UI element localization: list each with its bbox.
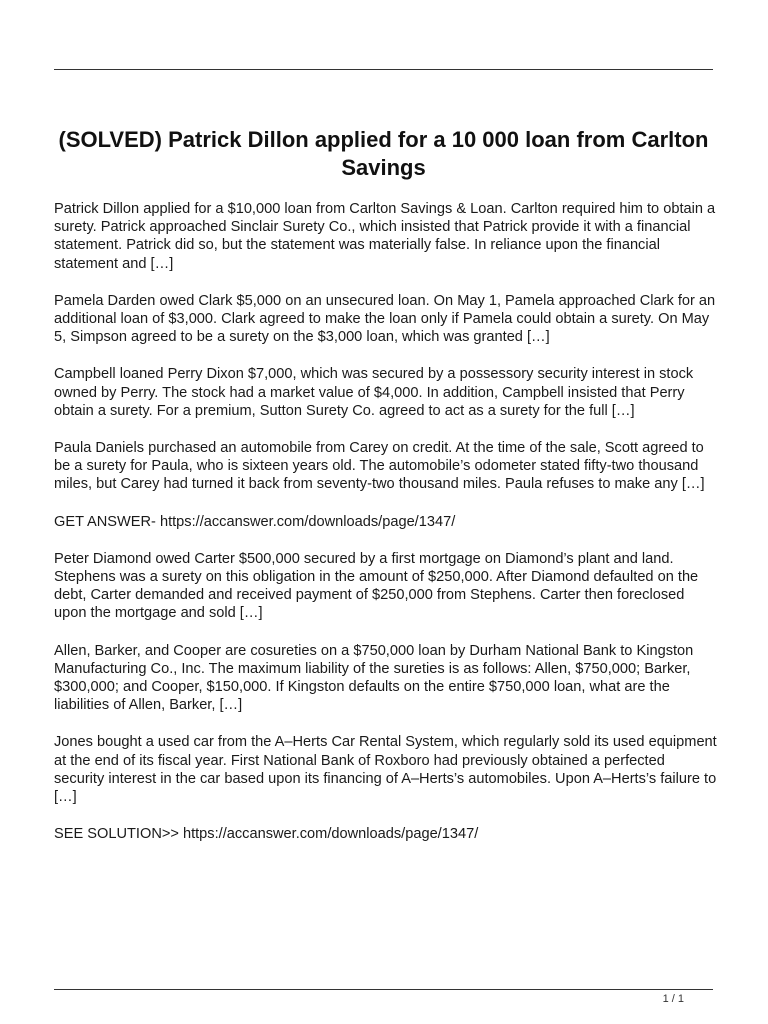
document-title: (SOLVED) Patrick Dillon applied for a 10 000 loan from Carlton Savings [58, 127, 709, 180]
paragraph-pamela-darden: Pamela Darden owed Clark $5,000 on an unsecured loan. On May 1, Pamela approached Clark for an additional loan of $3,000. Clark agreed to make the loan only if Pamela could obtain a surety. On May 5, Simpson agreed to be a surety on the $3,000 loan, which was granted […] [54, 292, 716, 346]
top-divider [54, 69, 713, 70]
paragraph-paula-daniels: Paula Daniels purchased an automobile from Carey on credit. At the time of the sale, Scott agreed to be a surety for Paula, who is sixteen years old. The automobile’s odometer stated fifty-two thousand miles, but Carey had turned it back from seventy-two thousand miles. Paula refuses to make any […] [54, 440, 705, 493]
paragraph-campbell-perry: Campbell loaned Perry Dixon $7,000, which was secured by a possessory security interest in stock owned by Perry. The stock had a market value of $4,000. In addition, Campbell insisted that Perry obtain a surety. For a premium, Sutton Surety Co. agreed to act as a surety for the full […] [54, 366, 694, 419]
paragraph-peter-diamond: Peter Diamond owed Carter $500,000 secured by a first mortgage on Diamond’s plant and land. Stephens was a surety on this obligation in the amount of $250,000. After Diamond defaulted on the debt, Carter demanded and received payment of $250,000 from Stephens. Carter then foreclosed upon the mortgage and sold […] [54, 550, 699, 622]
paragraph-cosureties: Allen, Barker, and Cooper are cosureties on a $750,000 loan by Durham National Bank to Kingston Manufacturing Co., Inc. The maximum liability of the sureties is as follows: Allen, $750,000; Barker, $300,000; and Cooper, $150,000. If Kingston defaults on the entire $750,000 loan, what are the liabilities of Allen, Barker, […] [54, 642, 694, 714]
paragraph-patrick-dillon: Patrick Dillon applied for a $10,000 loan from Carlton Savings & Loan. Carlton required him to obtain a surety. Patrick approached Sinclair Surety Co., which insisted that Patrick provide it with a financial statement. Patrick did so, but the statement was materially false. In reliance upon the financial statement and […] [54, 201, 716, 272]
bottom-divider [54, 989, 713, 990]
document-body [54, 200, 719, 862]
paragraph-jones-car: Jones bought a used car from the A–Herts Car Rental System, which regularly sold its used equipment at the end of its fiscal year. First National Bank of Roxboro had previously obtained a perfected security interest in the car based upon its financing of A–Herts’s automobiles. Upon A–Herts’s failure to […] [54, 734, 717, 806]
get-answer-link-text[interactable]: GET ANSWER- https://accanswer.com/downloads/page/1347/ [54, 513, 456, 530]
see-solution-link-text[interactable]: SEE SOLUTION>> https://accanswer.com/downloads/page/1347/ [54, 826, 479, 843]
page-indicator: 1 / 1 [662, 993, 684, 1005]
